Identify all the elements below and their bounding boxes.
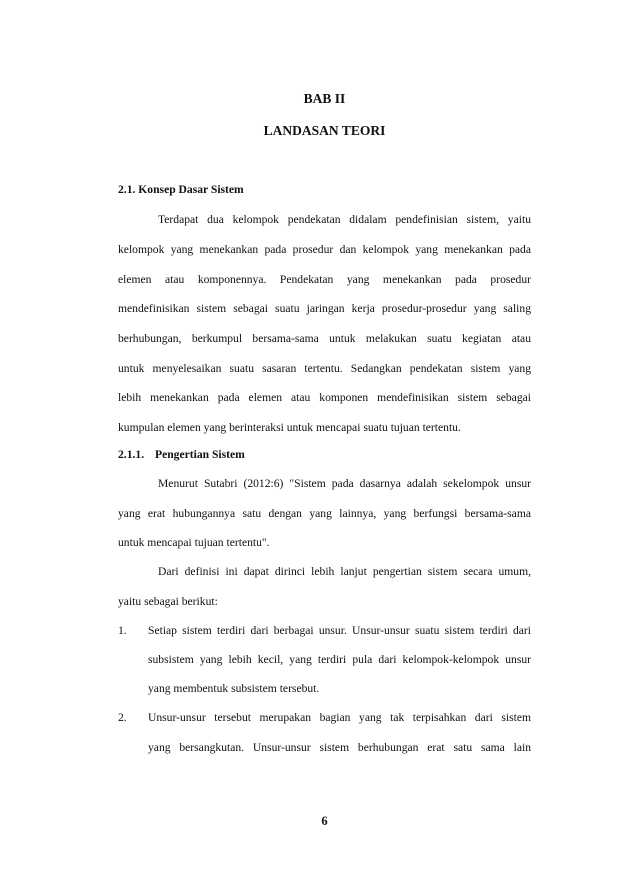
list-item-line: Unsur-unsur tersebut merupakan bagian yang tak terpisahkan dari sistem bbox=[148, 711, 531, 724]
paragraph-line: berhubungan, berkumpul bersama-sama untuk melakukan suatu kegiatan atau bbox=[118, 332, 531, 345]
subsection-heading: Pengertian Sistem bbox=[155, 448, 245, 461]
list-item-number: 1. bbox=[118, 624, 127, 637]
list-item-line: yang membentuk subsistem tersebut. bbox=[148, 682, 320, 695]
paragraph-line: elemen atau komponennya. Pendekatan yang menekankan pada prosedur bbox=[118, 273, 531, 286]
paragraph-line: kumpulan elemen yang berinteraksi untuk mencapai suatu tujuan tertentu. bbox=[118, 421, 461, 434]
paragraph-line: lebih menekankan pada elemen atau komponen mendefinisikan sistem sebagai bbox=[118, 391, 531, 404]
subsection-number: 2.1.1. bbox=[118, 448, 145, 461]
paragraph-line: yaitu sebagai berikut: bbox=[118, 595, 218, 608]
section-heading-2-1: 2.1. Konsep Dasar Sistem bbox=[118, 183, 244, 196]
paragraph-line: Dari definisi ini dapat dirinci lebih lanjut pengertian sistem secara umum, bbox=[158, 565, 531, 578]
paragraph-line: kelompok yang menekankan pada prosedur dan kelompok yang menekankan pada bbox=[118, 243, 531, 256]
paragraph-line: yang erat hubungannya satu dengan yang lainnya, yang berfungsi bersama-sama bbox=[118, 507, 531, 520]
paragraph-line: mendefinisikan sistem sebagai suatu jaringan kerja prosedur-prosedur yang saling bbox=[118, 302, 531, 315]
list-item-number: 2. bbox=[118, 711, 127, 724]
paragraph-line: Menurut Sutabri (2012:6) "Sistem pada dasarnya adalah sekelompok unsur bbox=[158, 477, 531, 490]
chapter-label: BAB II bbox=[303, 91, 346, 106]
paragraph-line: Terdapat dua kelompok pendekatan didalam pendefinisian sistem, yaitu bbox=[158, 213, 531, 226]
paragraph-line: untuk mencapai tujuan tertentu". bbox=[118, 536, 270, 549]
list-item-line: yang bersangkutan. Unsur-unsur sistem berhubungan erat satu sama lain bbox=[148, 741, 531, 754]
list-item-line: subsistem yang lebih kecil, yang terdiri pula dari kelompok-kelompok unsur bbox=[148, 653, 531, 666]
paragraph-line: untuk menyelesaikan suatu sasaran tertentu. Sedangkan pendekatan sistem yang bbox=[118, 362, 531, 375]
page-number: 6 bbox=[321, 814, 328, 828]
list-item-line: Setiap sistem terdiri dari berbagai unsur. Unsur-unsur suatu sistem terdiri dari bbox=[148, 624, 531, 637]
chapter-title: LANDASAN TEORI bbox=[263, 123, 386, 138]
